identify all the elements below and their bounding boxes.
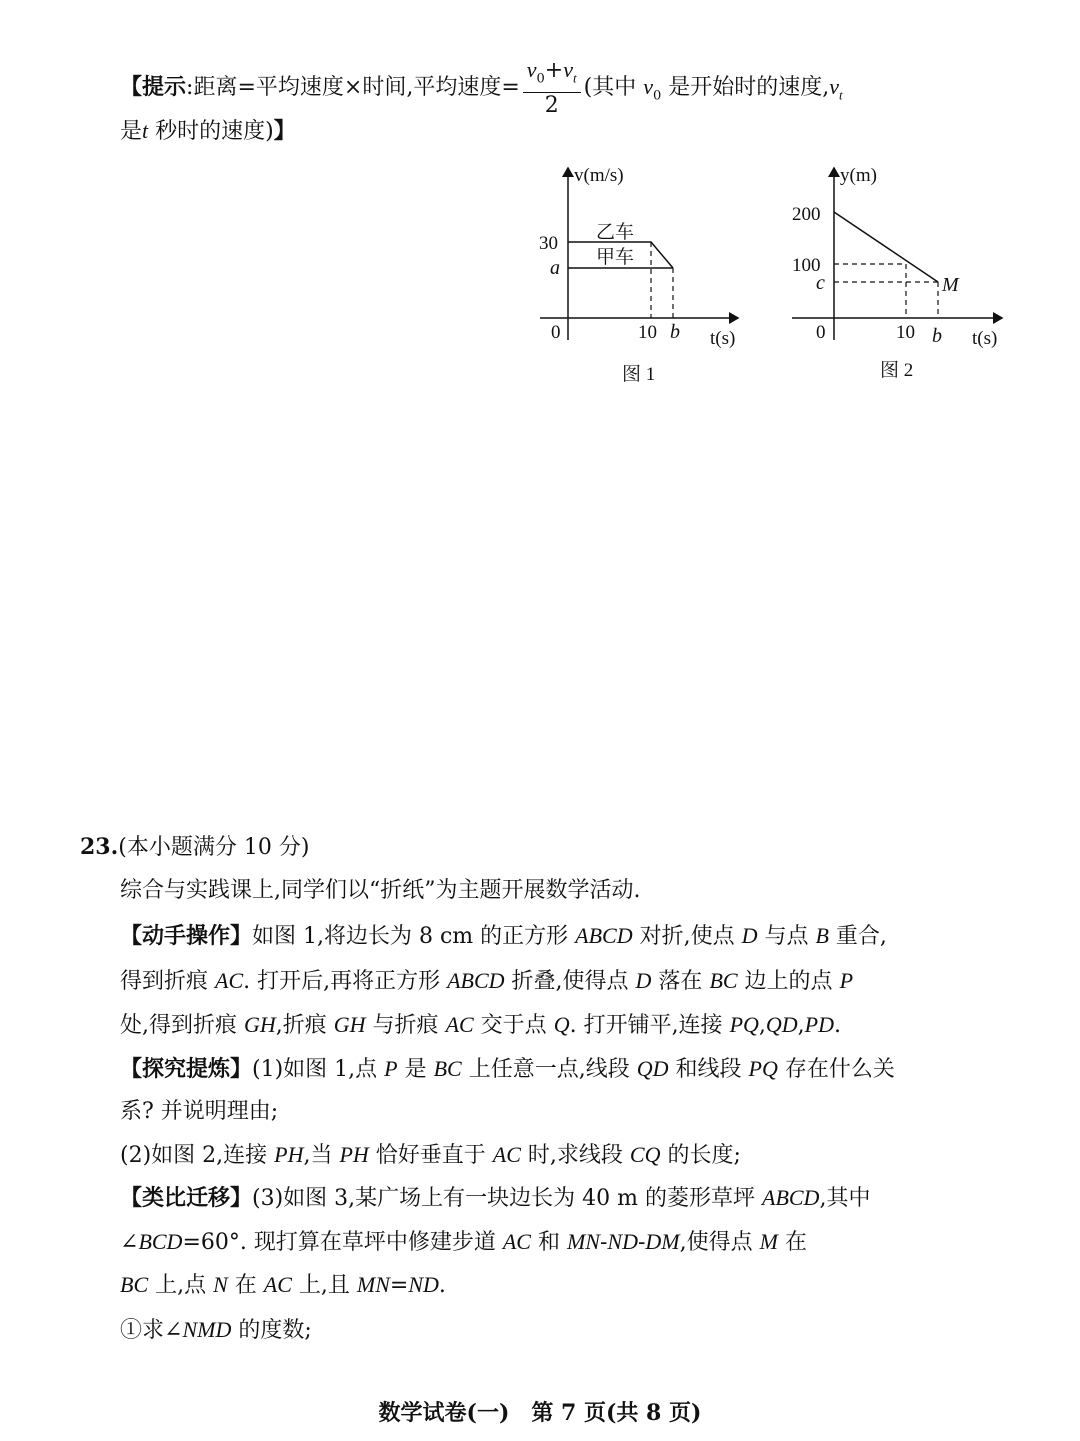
hint-label: 提示 [142,74,187,101]
q23-explore-line-1: 【探究提炼】(1)如图 1,点 P 是 BC 上任意一点,线段 QD 和线段 PQ 存在什么关 [120,1056,895,1082]
hint-text-1: 距离=平均速度×时间,平均速度= [193,75,520,101]
var-vt: v [829,74,840,100]
q23-score: (本小题满分 10 分) [118,835,310,860]
fig1-origin: 0 [551,322,561,343]
q23-subquestion-1: ①求∠NMD 的度数; [120,1317,312,1343]
fig1-x-label: t(s) [710,328,736,349]
fig2-distance-line [834,212,938,282]
page-footer: 数学试卷(一) 第 7 页(共 8 页) [378,1400,702,1426]
hint-line-1: 【提示:距离=平均速度×时间,平均速度= $\frac{v_0+v_t}{2}$ (其中 $v_0$ 是开始时的速度$,v_t$ [120,57,843,119]
fig1-label-yi-car: 乙车 [596,222,635,243]
operation-tag: 【动手操作】 [120,923,253,949]
fig2-tick-200: 200 [792,204,821,225]
q23-operation-line-1: 【动手操作】如图 1,将边长为 8 cm 的正方形 ABCD 对折,使点 D 与点 B 重合, [120,923,887,949]
q23-part-2: (2)如图 2,连接 PH,当 PH 恰好垂直于 AC 时,求线段 CQ 的长度; [120,1142,741,1168]
fig2-tick-100: 100 [792,255,821,276]
fig1-tick-b: b [670,321,680,343]
q23-analogy-line-2: ∠BCD=60°. 现打算在草坪中修建步道 AC 和 MN-ND-DM,使得点 M 在 [120,1229,807,1255]
fig2-caption: 图 2 [880,360,914,381]
q23-header [80,832,309,863]
q23-operation-line-2: 得到折痕 AC. 打开后,再将正方形 ABCD 折叠,使得点 D 落在 BC 边上的点 P [120,968,854,994]
var-t: t [142,118,149,143]
var-v0: v [643,74,653,100]
hint-line-2: 是t 秒时的速度)】 [120,118,296,144]
explore-tag: 【探究提炼】 [120,1056,253,1082]
q23-operation-line-3: 处,得到折痕 GH,折痕 GH 与折痕 AC 交于点 Q. 打开铺平,连接 PQ,QD,PD. [120,1012,841,1038]
q23-analogy-line-3: BC 上,点 N 在 AC 上,且 MN=ND. [120,1272,446,1298]
fig1-caption: 图 1 [622,364,656,385]
q23-analogy-line-1: 【类比迁移】(3)如图 3,某广场上有一块边长为 40 m 的菱形草坪 ABCD,其中 [120,1185,871,1211]
fig2-point-m: M [942,274,959,296]
fig2-y-label: y(m) [840,165,877,186]
figure-1-velocity-graph [530,160,750,390]
fig2-tick-10: 10 [896,322,915,343]
hint-text-3: 是开始时的速度, [661,75,830,101]
fig1-label-jia-car: 甲车 [596,247,635,268]
fig2-origin: 0 [816,322,826,343]
q23-intro: 综合与实践课上,同学们以“折纸”为主题开展数学活动. [120,878,641,903]
fig1-tick-a: a [550,257,560,279]
hint-open-bracket: 【 [120,74,143,101]
q23-explore-line-2: 系? 并说明理由; [120,1099,279,1124]
average-speed-fraction [523,57,581,119]
hint-text-2: (其中 [583,75,644,101]
q23-number: 23. [80,834,119,860]
analogy-tag: 【类比迁移】 [120,1185,253,1211]
fraction-numerator: $v_0+v_t$ [523,57,581,93]
fig2-x-label: t(s) [972,328,998,349]
hint-colon: : [186,75,194,101]
fig1-tick-30: 30 [539,233,558,254]
fig1-y-label: v(m/s) [574,165,624,186]
fig2-tick-c: c [816,272,825,294]
hint-close-bracket: 】 [273,118,296,144]
fig1-tick-10: 10 [638,322,657,343]
figure-2-distance-graph [780,160,1020,390]
fraction-denominator: 2 [544,93,559,119]
fig2-tick-b: b [932,325,942,347]
